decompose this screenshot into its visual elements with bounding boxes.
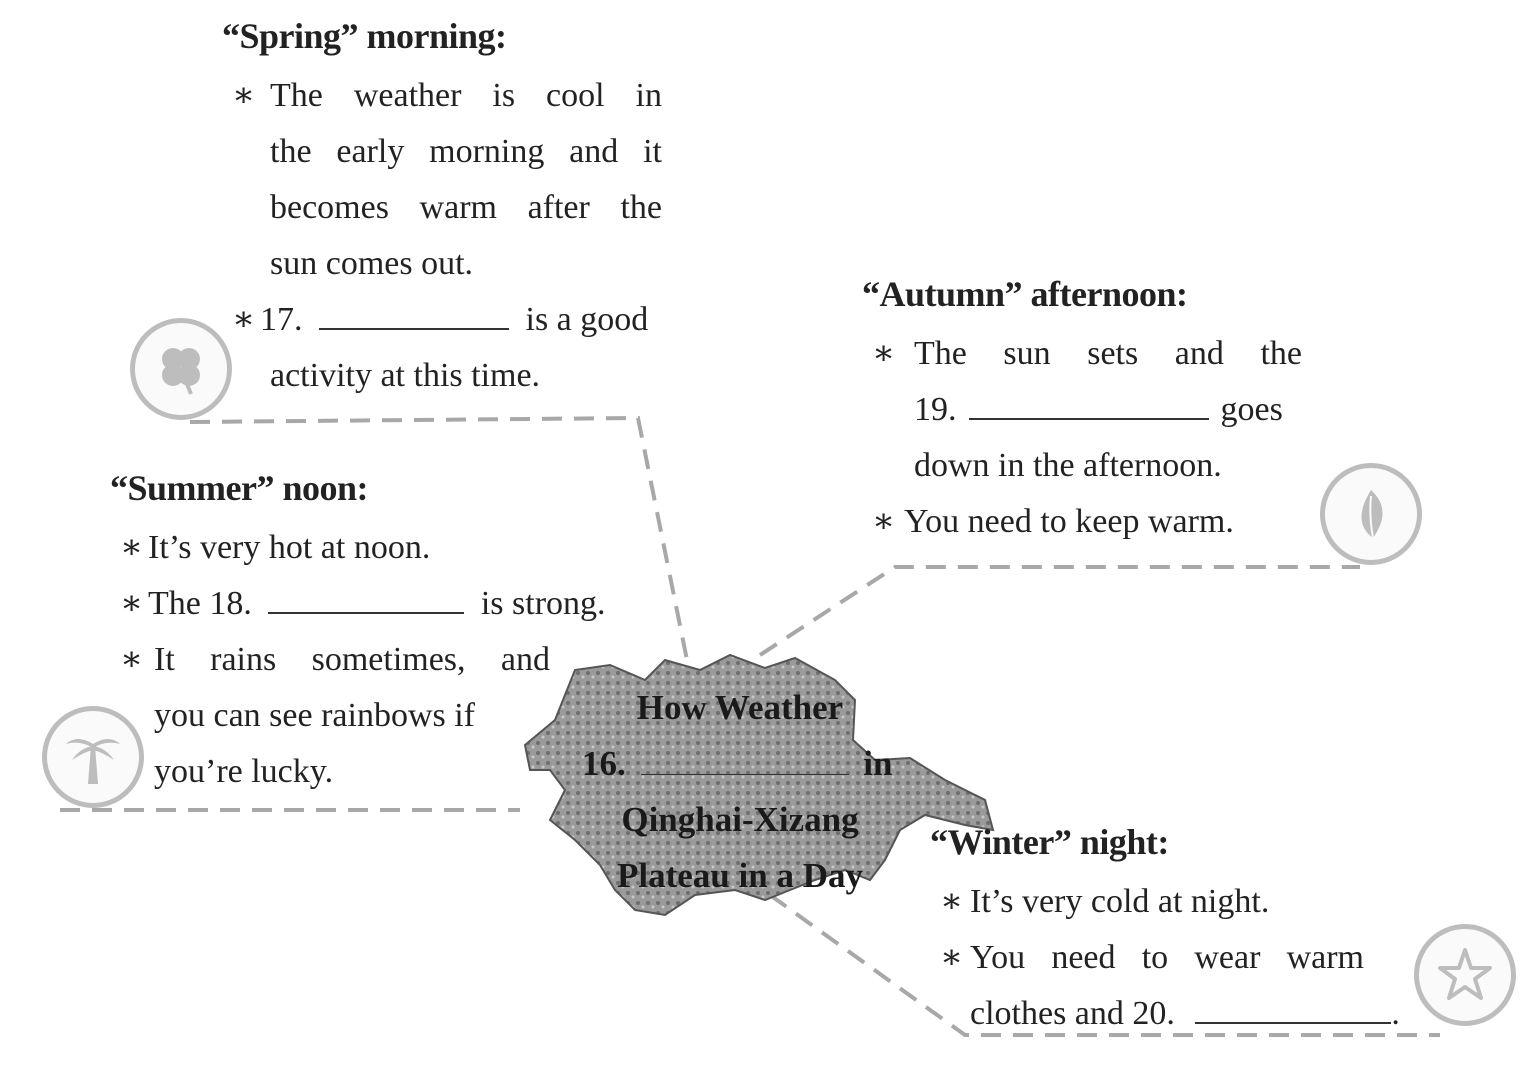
winter-b1: It’s very cold at night. [970,883,1270,920]
summer-b3-line2: you can see rainbows if [154,697,476,734]
winter-b2-line2 [970,986,1450,1042]
spring-heading: “Spring” morning: [222,16,507,56]
center-line3: Qinghai-Xizang [621,800,859,839]
bullet-star: ∗ [232,301,256,338]
center-line4: Plateau in a Day [617,856,863,895]
summer-b2-pre: The 18. [148,585,252,622]
summer-b3-line3: you’re lucky. [154,753,334,790]
spring-b2-line2: activity at this time. [270,357,541,394]
summer-bullet-2 [110,576,650,632]
clover-icon-graphic [151,339,211,399]
bullet-star: ∗ [940,883,964,920]
winter-bullet-2 [930,930,1450,1042]
summer-b1: It’s very hot at noon. [148,529,431,566]
starfish-icon [1414,924,1516,1026]
bullet-star: ∗ [232,77,256,114]
bullet-star: ∗ [120,585,144,622]
bullet-star: ∗ [120,529,144,566]
center-blank-number: 16. [582,744,626,783]
leaf-icon-graphic [1343,486,1399,542]
bullet-star: ∗ [120,641,144,678]
blank-16[interactable] [641,744,849,775]
starfish-icon-graphic [1436,946,1494,1004]
bullet-star: ∗ [940,939,964,976]
autumn-b2: You need to keep warm. [904,503,1234,540]
palm-tree-icon-graphic [62,726,124,788]
summer-bullet-1 [110,520,650,576]
autumn-bullet-2 [862,494,1302,550]
summer-section [110,466,650,800]
spring-b1-line2: the early morning and it [270,133,662,170]
autumn-b1-line2 [914,382,1302,438]
center-line2-in: in [863,744,893,783]
winter-b2-end: . [1391,995,1400,1032]
winter-section [930,820,1450,1042]
autumn-b1-line1: The sun sets and the [914,335,1302,372]
winter-b2-line1: You need to wear warm [970,939,1364,976]
spring-bullet-2 [222,292,662,404]
summer-heading: “Summer” noon: [110,468,369,508]
summer-bullet-3 [110,632,550,800]
center-line1: How Weather [636,688,844,727]
autumn-bullet-1 [862,326,1302,494]
spring-section [222,14,662,404]
spring-bullet-1 [222,68,662,292]
autumn-b1-number: 19. [914,391,957,428]
palm-tree-icon [42,706,144,808]
clover-icon [130,318,232,420]
autumn-heading: “Autumn” afternoon: [862,274,1188,314]
spring-b1-line4: sun comes out. [270,245,474,282]
blank-19[interactable] [969,388,1209,420]
spring-b1-line1: The weather is cool in [270,77,662,114]
winter-b2-pre: clothes and 20. [970,995,1175,1032]
winter-bullet-1 [930,874,1450,930]
leaf-icon [1320,463,1422,565]
spring-b2-number: 17. [260,301,303,338]
autumn-section [862,272,1302,550]
winter-heading: “Winter” night: [930,822,1169,862]
spring-b1-line3: becomes warm after the [270,189,662,226]
autumn-connector [760,567,1360,655]
spring-b2-after: is a good [525,301,649,338]
blank-20[interactable] [1195,992,1391,1024]
bullet-star: ∗ [872,335,896,372]
summer-b2-after: is strong. [480,585,606,622]
autumn-b1-line3: down in the afternoon. [914,447,1222,484]
blank-18[interactable] [268,582,464,614]
bullet-star: ∗ [872,503,896,540]
blank-17[interactable] [319,298,509,330]
autumn-b1-after: goes [1220,391,1283,428]
summer-b3-line1: It rains sometimes, and [154,641,550,678]
